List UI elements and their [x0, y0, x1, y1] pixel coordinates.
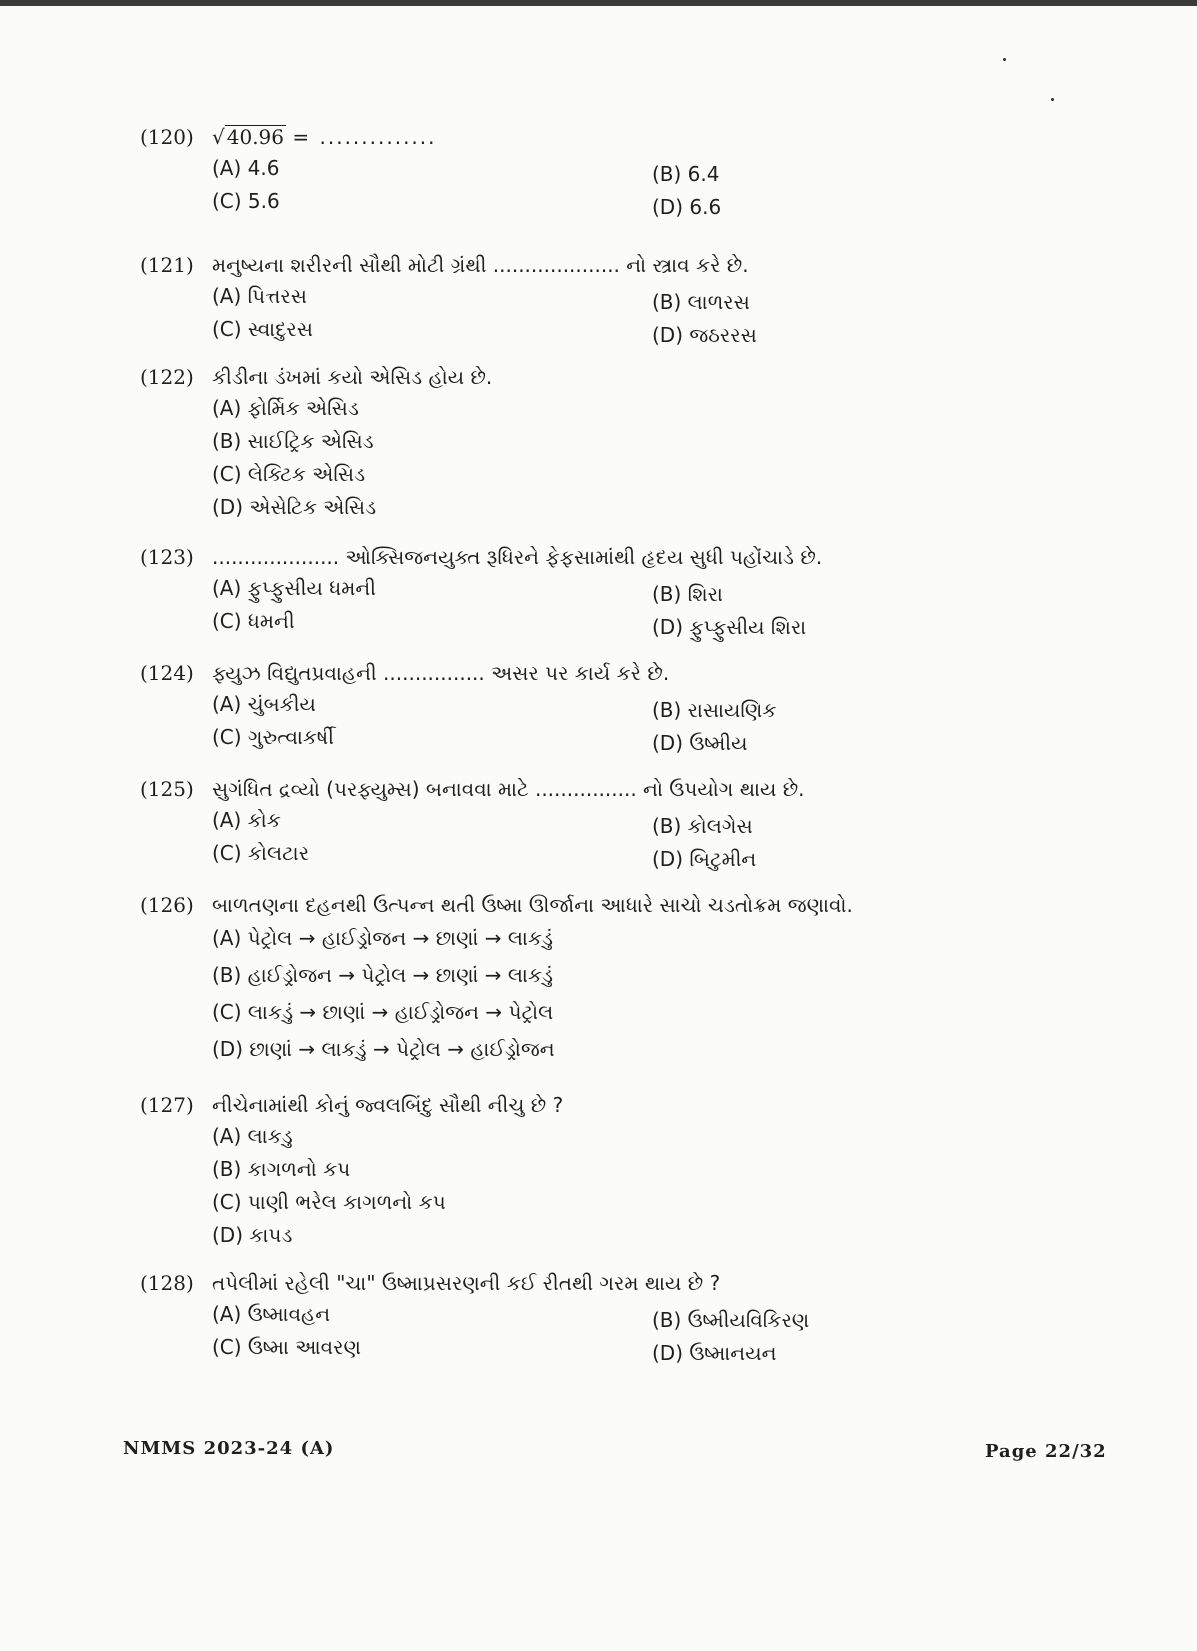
option-d[interactable]: (D) 6.6: [652, 195, 722, 219]
question-text: .................... ઓક્સિજનયુક્ત રૂધિરને ફેફસામાંથી હૃદય સુધી પહોંચાડે છે.: [212, 545, 823, 569]
question-number: (125): [140, 777, 194, 801]
option-c[interactable]: (C) લેક્ટિક એસિડ: [212, 462, 366, 486]
option-d[interactable]: (D) ઉષ્માનયન: [652, 1341, 777, 1365]
option-c[interactable]: (C) 5.6: [212, 189, 280, 213]
question-text: તપેલીમાં રહેલી "ચા" ઉષ્માપ્રસરણની કઈ રીતથી ગરમ થાય છે ?: [212, 1271, 721, 1295]
option-c[interactable]: (C) સ્વાદુરસ: [212, 317, 313, 341]
question-text: ફ્યુઝ વિદ્યુતપ્રવાહની ................ અસર પર કાર્ય કરે છે.: [212, 661, 670, 685]
option-d[interactable]: (D) છાણાં → લાકડું → પેટ્રોલ → હાઈડ્રોજન: [212, 1037, 555, 1061]
options: [212, 1120, 1140, 1252]
question-124: [140, 658, 1140, 754]
option-c[interactable]: (C) કોલટાર: [212, 841, 310, 865]
option-b[interactable]: (B) કોલગેસ: [652, 814, 753, 838]
option-a[interactable]: (A) લાકડુ: [212, 1124, 293, 1148]
options: [212, 152, 1140, 218]
question-125: [140, 774, 1140, 870]
options: [212, 804, 1140, 870]
option-c[interactable]: (C) ગુરુત્વાકર્ષી: [212, 725, 334, 749]
question-number: (120): [140, 125, 194, 149]
question-text: સુગંધિત દ્રવ્યો (પરફ્યુમ્સ) બનાવવા માટે ................ નો ઉપયોગ થાય છે.: [212, 777, 805, 801]
option-a[interactable]: (A) ફુપ્ફુસીય ધમની: [212, 576, 376, 600]
option-a[interactable]: (A) ઉષ્માવહન: [212, 1302, 331, 1326]
option-a[interactable]: (A) પિત્તરસ: [212, 284, 307, 308]
scan-edge: [0, 0, 1197, 6]
option-d[interactable]: (D) જઠરરસ: [652, 323, 757, 347]
question-120: [140, 122, 1140, 218]
option-a[interactable]: (A) પેટ્રોલ → હાઈડ્રોજન → છાણાં → લાકડું: [212, 926, 553, 950]
question-126: [140, 890, 1140, 1068]
option-b[interactable]: (B) રાસાયણિક: [652, 698, 777, 722]
option-d[interactable]: (D) ઉષ્મીય: [652, 731, 748, 755]
question-number: (126): [140, 893, 194, 917]
scan-speck: [1003, 58, 1006, 61]
exam-code: NMMS 2023-24 (A): [123, 1438, 335, 1459]
question-121: [140, 250, 1140, 346]
option-c[interactable]: (C) લાકડું → છાણાં → હાઈડ્રોજન → પેટ્રોલ: [212, 1000, 554, 1024]
square-root-sign: √: [212, 125, 225, 149]
question-text: મનુષ્યના શરીરની સૌથી મોટી ગ્રંથી .................... નો સ્ત્રાવ કરે છે.: [212, 253, 749, 277]
option-b[interactable]: (B) કાગળનો કપ: [212, 1157, 351, 1181]
option-d[interactable]: (D) કાપડ: [212, 1223, 293, 1247]
question-number: (124): [140, 661, 194, 685]
option-b[interactable]: (B) સાઈટ્રિક એસિડ: [212, 429, 374, 453]
question-127: [140, 1090, 1140, 1252]
option-c[interactable]: (C) પાણી ભરેલ કાગળનો કપ: [212, 1190, 446, 1214]
option-c[interactable]: (C) ઉષ્મા આવરણ: [212, 1335, 361, 1359]
option-b[interactable]: (B) લાળરસ: [652, 290, 750, 314]
options: [212, 688, 1140, 754]
options: [212, 920, 1140, 1068]
option-a[interactable]: (A) કોક: [212, 808, 281, 832]
option-a[interactable]: (A) ચુંબકીય: [212, 692, 316, 716]
question-text: નીચેનામાંથી કોનું જ્વલબિંદુ સૌથી નીચુ છે ?: [212, 1093, 564, 1117]
option-d[interactable]: (D) બિટુમીન: [652, 847, 757, 871]
options: [212, 392, 1140, 524]
option-b[interactable]: (B) હાઈડ્રોજન → પેટ્રોલ → છાણાં → લાકડું: [212, 963, 554, 987]
question-123: [140, 542, 1140, 638]
page-number: Page 22/32: [985, 1441, 1107, 1462]
question-text: કીડીના ડંખમાં કયો એસિડ હોય છે.: [212, 365, 493, 389]
options: [212, 1298, 1140, 1364]
question-number: (121): [140, 253, 194, 277]
question-number: (123): [140, 545, 194, 569]
scan-speck: [1051, 98, 1054, 101]
option-b[interactable]: (B) 6.4: [652, 162, 720, 186]
question-number: (127): [140, 1093, 194, 1117]
question-128: [140, 1268, 1140, 1364]
radicand: 40.96: [226, 125, 285, 149]
option-a[interactable]: (A) 4.6: [212, 156, 280, 180]
option-d[interactable]: (D) એસેટિક એસિડ: [212, 495, 377, 519]
options: [212, 280, 1140, 346]
option-c[interactable]: (C) ધમની: [212, 609, 295, 633]
option-b[interactable]: (B) શિરા: [652, 582, 723, 606]
options: [212, 572, 1140, 638]
option-d[interactable]: (D) ફુપ્ફુસીય શિરા: [652, 615, 807, 639]
question-text: બાળતણના દહનથી ઉત્પન્ન થતી ઉષ્મા ઊર્જાના આધારે સાચો ચડતોક્રમ જણાવો.: [212, 893, 853, 917]
option-a[interactable]: (A) ફોર્મિક એસિડ: [212, 396, 359, 420]
question-122: [140, 362, 1140, 524]
question-number: (122): [140, 365, 194, 389]
question-tail: = ..............: [292, 125, 437, 149]
question-number: (128): [140, 1271, 194, 1295]
option-b[interactable]: (B) ઉષ્મીયવિકિરણ: [652, 1308, 810, 1332]
